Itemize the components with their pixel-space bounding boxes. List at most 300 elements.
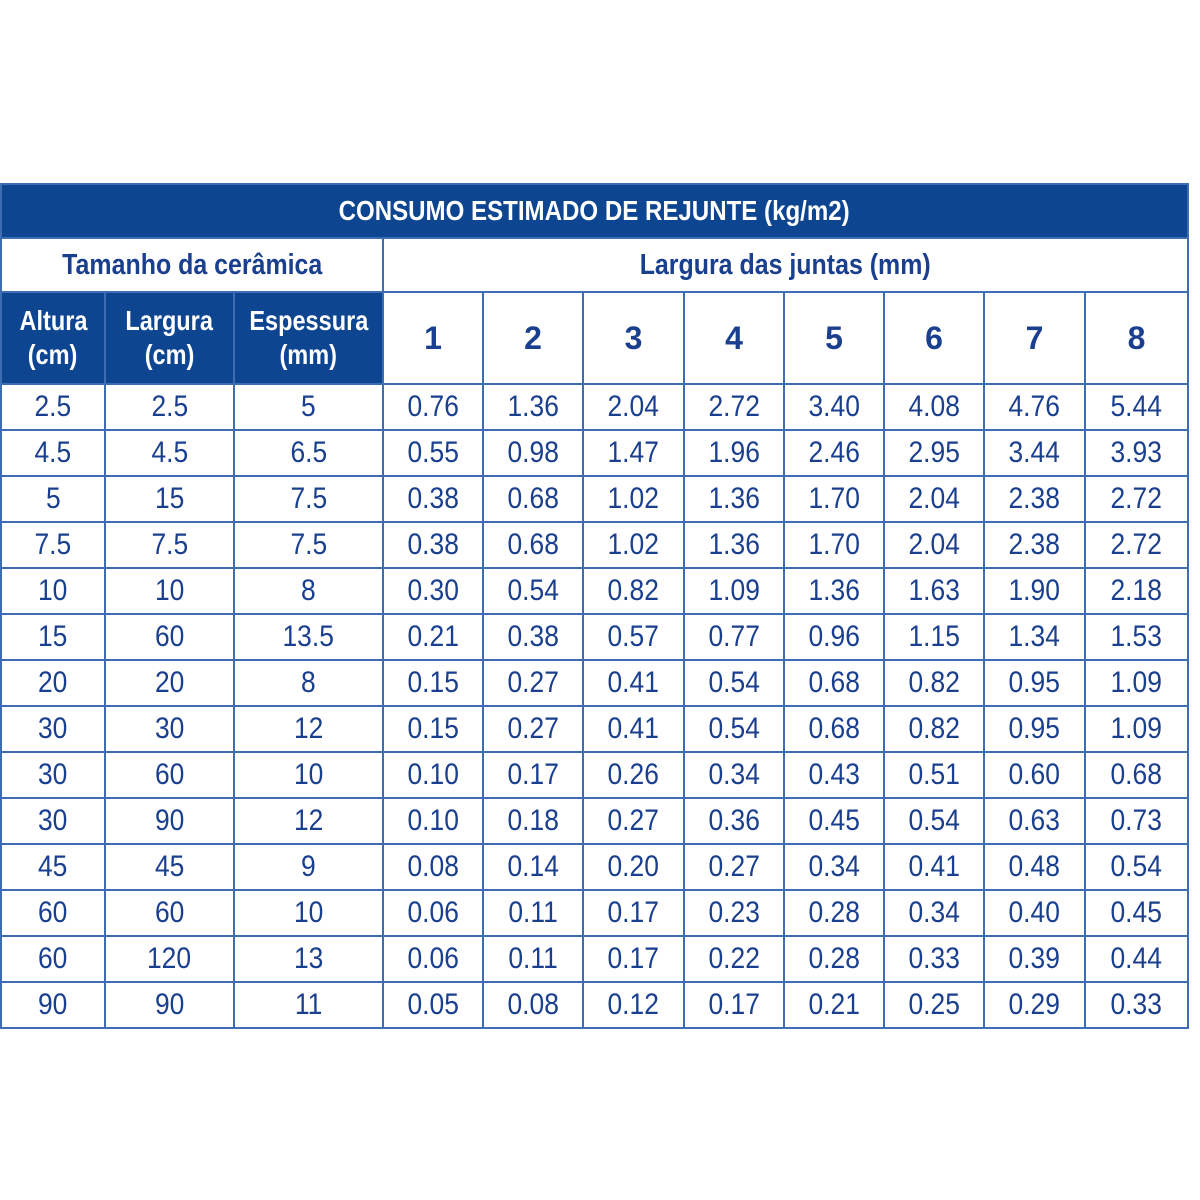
consumption-cell (383, 614, 483, 660)
consumption-value: 0.51 (908, 758, 960, 791)
consumption-value: 1.53 (1110, 620, 1163, 653)
consumption-cell (1085, 844, 1188, 890)
tile-size-group-label: Tamanho da cerâmica (61, 248, 323, 281)
consumption-value: 2.72 (708, 390, 760, 423)
joint-width-column-header: 5 (784, 292, 884, 384)
tile-dimension-value: 30 (38, 804, 68, 837)
consumption-value: 1.90 (1008, 574, 1061, 607)
consumption-value: 0.30 (407, 574, 459, 607)
tile-column-header-line1: Espessura (249, 305, 368, 336)
consumption-value: 0.82 (908, 666, 960, 699)
consumption-value: 0.08 (407, 850, 459, 883)
consumption-value: 0.77 (708, 620, 760, 653)
tile-dimension-value: 90 (154, 804, 185, 837)
consumption-cell (583, 430, 684, 476)
consumption-cell (684, 476, 784, 522)
tile-column-header-line2: (cm) (28, 339, 78, 370)
consumption-cell (784, 798, 884, 844)
consumption-value: 2.38 (1008, 482, 1061, 515)
consumption-value: 1.36 (708, 482, 760, 515)
consumption-value: 0.34 (808, 850, 860, 883)
consumption-value: 0.98 (507, 436, 559, 469)
tile-dimension-value: 90 (154, 988, 185, 1021)
tile-dimension-cell (1, 752, 105, 798)
consumption-cell (483, 798, 583, 844)
consumption-cell (383, 522, 483, 568)
tile-dimension-value: 6.5 (290, 436, 327, 469)
consumption-value: 5.44 (1110, 390, 1163, 423)
table-row (1, 982, 1188, 1028)
table-row (1, 384, 1188, 430)
consumption-value: 2.72 (1110, 528, 1163, 561)
tile-dimension-cell (234, 430, 383, 476)
tile-dimension-cell (105, 706, 234, 752)
tile-dimension-cell (105, 476, 234, 522)
consumption-cell (1085, 568, 1188, 614)
consumption-cell (684, 798, 784, 844)
consumption-cell (583, 614, 684, 660)
consumption-value: 0.54 (908, 804, 960, 837)
consumption-value: 0.54 (708, 666, 760, 699)
tile-dimension-cell (1, 384, 105, 430)
tile-dimension-value: 4.5 (151, 436, 188, 469)
tile-dimension-value: 5 (301, 390, 316, 423)
consumption-cell (583, 982, 684, 1028)
tile-dimension-cell (1, 430, 105, 476)
grout-consumption-table-wrapper (0, 183, 1187, 1029)
tile-dimension-value: 10 (154, 574, 185, 607)
consumption-cell (483, 982, 583, 1028)
consumption-cell (483, 384, 583, 430)
consumption-value: 0.76 (407, 390, 459, 423)
consumption-cell (583, 706, 684, 752)
tile-dimension-value: 60 (38, 896, 68, 929)
tile-column-header-line2: (cm) (144, 339, 195, 370)
consumption-cell (583, 660, 684, 706)
tile-dimension-value: 30 (154, 712, 185, 745)
tile-dimension-value: 60 (154, 620, 185, 653)
consumption-cell (383, 982, 483, 1028)
consumption-cell (383, 660, 483, 706)
table-row (1, 476, 1188, 522)
consumption-value: 0.10 (407, 804, 459, 837)
consumption-value: 0.27 (607, 804, 660, 837)
consumption-value: 0.11 (508, 896, 558, 929)
consumption-value: 0.28 (808, 896, 860, 929)
consumption-cell (483, 706, 583, 752)
consumption-cell (784, 706, 884, 752)
consumption-cell (984, 430, 1085, 476)
consumption-value: 0.68 (808, 666, 860, 699)
table-row (1, 752, 1188, 798)
tile-dimension-cell (1, 844, 105, 890)
consumption-value: 2.72 (1110, 482, 1163, 515)
consumption-cell (784, 752, 884, 798)
tile-dimension-cell (1, 798, 105, 844)
consumption-value: 0.29 (1008, 988, 1061, 1021)
tile-dimension-cell (1, 890, 105, 936)
consumption-cell (1085, 614, 1188, 660)
tile-dimension-value: 2.5 (34, 390, 72, 423)
table-title (1, 184, 1188, 238)
consumption-cell (383, 384, 483, 430)
consumption-value: 0.45 (808, 804, 860, 837)
consumption-cell (583, 476, 684, 522)
consumption-value: 1.36 (507, 390, 559, 423)
consumption-value: 2.46 (808, 436, 860, 469)
tile-dimension-cell (105, 568, 234, 614)
consumption-value: 1.36 (708, 528, 760, 561)
table-row (1, 936, 1188, 982)
tile-dimension-cell (234, 476, 383, 522)
consumption-cell (583, 522, 684, 568)
consumption-cell (1085, 936, 1188, 982)
joint-width-column-header: 7 (984, 292, 1085, 384)
tile-dimension-cell (234, 798, 383, 844)
tile-dimension-cell (1, 982, 105, 1028)
tile-dimension-value: 5 (45, 482, 61, 515)
consumption-cell (483, 614, 583, 660)
tile-dimension-cell (105, 982, 234, 1028)
tile-dimension-value: 13 (293, 942, 324, 975)
consumption-cell (1085, 384, 1188, 430)
table-body (1, 384, 1188, 1028)
consumption-cell (583, 936, 684, 982)
consumption-cell (383, 844, 483, 890)
consumption-value: 0.15 (407, 666, 459, 699)
joint-width-column-header: 3 (583, 292, 684, 384)
consumption-value: 0.60 (1008, 758, 1061, 791)
consumption-cell (684, 844, 784, 890)
consumption-value: 2.04 (607, 390, 660, 423)
consumption-cell (483, 660, 583, 706)
tile-dimension-cell (1, 568, 105, 614)
consumption-cell (984, 568, 1085, 614)
consumption-cell (884, 384, 984, 430)
consumption-value: 1.09 (1110, 666, 1163, 699)
table-row (1, 660, 1188, 706)
consumption-cell (784, 384, 884, 430)
consumption-value: 3.40 (808, 390, 860, 423)
consumption-value: 1.09 (708, 574, 760, 607)
table-row (1, 568, 1188, 614)
consumption-cell (984, 982, 1085, 1028)
consumption-cell (483, 936, 583, 982)
consumption-value: 0.33 (908, 942, 960, 975)
consumption-cell (684, 752, 784, 798)
consumption-cell (1085, 752, 1188, 798)
consumption-value: 0.43 (808, 758, 860, 791)
consumption-value: 4.08 (908, 390, 960, 423)
consumption-value: 0.54 (708, 712, 760, 745)
consumption-value: 0.38 (407, 482, 459, 515)
consumption-value: 0.82 (607, 574, 660, 607)
consumption-cell (1085, 476, 1188, 522)
consumption-cell (884, 798, 984, 844)
consumption-cell (1085, 660, 1188, 706)
joint-width-group-header (383, 238, 1188, 292)
consumption-cell (583, 844, 684, 890)
tile-dimension-value: 13.5 (282, 620, 335, 653)
consumption-cell (684, 890, 784, 936)
table-row (1, 798, 1188, 844)
tile-dimension-cell (1, 476, 105, 522)
consumption-value: 0.40 (1008, 896, 1061, 929)
tile-dimension-cell (234, 522, 383, 568)
consumption-cell (884, 430, 984, 476)
tile-dimension-cell (234, 706, 383, 752)
consumption-cell (784, 522, 884, 568)
table-row (1, 890, 1188, 936)
consumption-cell (884, 752, 984, 798)
joint-width-group-label: Largura das juntas (mm) (640, 248, 932, 281)
consumption-cell (1085, 522, 1188, 568)
consumption-value: 1.96 (708, 436, 760, 469)
consumption-value: 0.57 (607, 620, 660, 653)
consumption-value: 0.21 (808, 988, 860, 1021)
tile-dimension-cell (234, 660, 383, 706)
consumption-cell (884, 706, 984, 752)
consumption-cell (684, 706, 784, 752)
consumption-cell (784, 568, 884, 614)
consumption-cell (884, 614, 984, 660)
consumption-cell (684, 614, 784, 660)
consumption-cell (684, 522, 784, 568)
consumption-cell (383, 476, 483, 522)
consumption-value: 1.70 (808, 482, 860, 515)
consumption-cell (684, 430, 784, 476)
consumption-cell (383, 430, 483, 476)
tile-dimension-value: 12 (293, 804, 324, 837)
tile-dimension-cell (105, 614, 234, 660)
consumption-cell (1085, 706, 1188, 752)
consumption-value: 0.21 (407, 620, 459, 653)
consumption-value: 0.73 (1110, 804, 1163, 837)
consumption-value: 0.41 (908, 850, 960, 883)
consumption-value: 0.68 (507, 482, 559, 515)
tile-dimension-value: 8 (301, 666, 316, 699)
consumption-cell (984, 890, 1085, 936)
consumption-value: 0.06 (407, 942, 459, 975)
joint-width-column-header: 1 (383, 292, 483, 384)
consumption-cell (884, 568, 984, 614)
consumption-cell (884, 844, 984, 890)
grout-consumption-table (0, 183, 1189, 1029)
tile-dimension-value: 2.5 (151, 390, 188, 423)
consumption-cell (984, 522, 1085, 568)
consumption-value: 0.27 (708, 850, 760, 883)
consumption-cell (984, 706, 1085, 752)
tile-dimension-value: 60 (38, 942, 68, 975)
consumption-value: 1.70 (808, 528, 860, 561)
tile-dimension-value: 45 (38, 850, 68, 883)
consumption-value: 0.17 (708, 988, 760, 1021)
tile-column-header-line2: (mm) (279, 339, 338, 370)
consumption-cell (483, 844, 583, 890)
consumption-value: 0.54 (1110, 850, 1163, 883)
tile-dimension-cell (105, 798, 234, 844)
consumption-cell (684, 982, 784, 1028)
consumption-cell (984, 660, 1085, 706)
consumption-value: 0.14 (507, 850, 559, 883)
tile-dimension-value: 15 (154, 482, 185, 515)
tile-dimension-cell (105, 522, 234, 568)
tile-dimension-value: 10 (38, 574, 68, 607)
joint-width-column-header: 4 (684, 292, 784, 384)
consumption-value: 0.25 (908, 988, 960, 1021)
consumption-cell (383, 798, 483, 844)
consumption-value: 3.93 (1110, 436, 1163, 469)
consumption-value: 0.95 (1008, 712, 1061, 745)
tile-dimension-cell (1, 706, 105, 752)
consumption-cell (383, 890, 483, 936)
consumption-value: 0.48 (1008, 850, 1061, 883)
tile-dimension-value: 45 (154, 850, 185, 883)
tile-dimension-cell (1, 522, 105, 568)
consumption-cell (483, 522, 583, 568)
consumption-cell (583, 384, 684, 430)
table-row (1, 706, 1188, 752)
tile-dimension-value: 9 (301, 850, 316, 883)
consumption-cell (583, 752, 684, 798)
consumption-value: 0.68 (808, 712, 860, 745)
consumption-value: 0.27 (507, 712, 559, 745)
table-title-text: CONSUMO ESTIMADO DE REJUNTE (kg/m2) (338, 195, 851, 226)
tile-dimension-cell (234, 982, 383, 1028)
consumption-value: 0.26 (607, 758, 660, 791)
consumption-cell (884, 476, 984, 522)
tile-dimension-value: 7.5 (34, 528, 72, 561)
consumption-cell (784, 476, 884, 522)
consumption-value: 0.33 (1110, 988, 1163, 1021)
consumption-cell (483, 568, 583, 614)
tile-dimension-value: 12 (293, 712, 324, 745)
consumption-cell (583, 890, 684, 936)
consumption-value: 0.23 (708, 896, 760, 929)
tile-dimension-cell (105, 384, 234, 430)
tile-dimension-value: 4.5 (34, 436, 72, 469)
consumption-cell (784, 890, 884, 936)
tile-dimension-cell (105, 660, 234, 706)
consumption-value: 0.06 (407, 896, 459, 929)
consumption-value: 1.36 (808, 574, 860, 607)
consumption-cell (684, 568, 784, 614)
consumption-value: 3.44 (1008, 436, 1061, 469)
consumption-value: 0.45 (1110, 896, 1163, 929)
consumption-value: 1.34 (1008, 620, 1061, 653)
consumption-value: 0.27 (507, 666, 559, 699)
consumption-value: 0.55 (407, 436, 459, 469)
consumption-value: 0.22 (708, 942, 760, 975)
consumption-value: 2.04 (908, 528, 960, 561)
consumption-cell (483, 476, 583, 522)
tile-dimension-value: 20 (38, 666, 68, 699)
consumption-value: 0.05 (407, 988, 459, 1021)
group-header-row (1, 238, 1188, 292)
tile-dimension-value: 120 (147, 942, 192, 975)
consumption-cell (884, 936, 984, 982)
consumption-value: 0.17 (507, 758, 559, 791)
consumption-cell (684, 936, 784, 982)
tile-dimension-cell (1, 614, 105, 660)
tile-dimension-cell (105, 752, 234, 798)
consumption-cell (884, 522, 984, 568)
consumption-cell (1085, 982, 1188, 1028)
consumption-cell (784, 660, 884, 706)
tile-dimension-cell (234, 568, 383, 614)
tile-column-header (105, 292, 234, 384)
consumption-value: 0.54 (507, 574, 559, 607)
consumption-cell (383, 706, 483, 752)
consumption-cell (383, 752, 483, 798)
tile-dimension-cell (234, 890, 383, 936)
consumption-value: 0.18 (507, 804, 559, 837)
tile-column-header-line1: Largura (125, 305, 214, 336)
consumption-cell (483, 430, 583, 476)
consumption-cell (684, 660, 784, 706)
tile-column-header-line1: Altura (19, 305, 87, 336)
tile-dimension-value: 7.5 (290, 482, 327, 515)
consumption-value: 0.95 (1008, 666, 1061, 699)
consumption-cell (984, 798, 1085, 844)
consumption-value: 0.41 (607, 666, 660, 699)
tile-dimension-cell (105, 430, 234, 476)
consumption-cell (684, 384, 784, 430)
consumption-cell (383, 568, 483, 614)
consumption-cell (984, 614, 1085, 660)
consumption-value: 0.82 (908, 712, 960, 745)
tile-dimension-value: 20 (154, 666, 185, 699)
tile-dimension-cell (234, 614, 383, 660)
consumption-value: 0.63 (1008, 804, 1061, 837)
tile-dimension-cell (105, 844, 234, 890)
consumption-value: 2.04 (908, 482, 960, 515)
consumption-cell (984, 844, 1085, 890)
consumption-cell (483, 890, 583, 936)
tile-dimension-value: 7.5 (151, 528, 188, 561)
table-row (1, 844, 1188, 890)
consumption-cell (784, 430, 884, 476)
tile-dimension-cell (1, 660, 105, 706)
consumption-value: 1.15 (908, 620, 960, 653)
consumption-cell (1085, 890, 1188, 936)
consumption-value: 0.11 (508, 942, 558, 975)
table-row (1, 614, 1188, 660)
consumption-value: 0.34 (908, 896, 960, 929)
consumption-value: 2.38 (1008, 528, 1061, 561)
consumption-cell (383, 936, 483, 982)
consumption-value: 0.38 (407, 528, 459, 561)
consumption-value: 0.39 (1008, 942, 1061, 975)
consumption-value: 0.20 (607, 850, 660, 883)
tile-column-header (234, 292, 383, 384)
consumption-cell (483, 752, 583, 798)
consumption-value: 0.68 (507, 528, 559, 561)
table-row (1, 522, 1188, 568)
consumption-value: 0.36 (708, 804, 760, 837)
consumption-value: 0.28 (808, 942, 860, 975)
tile-dimension-value: 10 (293, 758, 324, 791)
tile-dimension-value: 30 (38, 758, 68, 791)
tile-size-group-header (1, 238, 383, 292)
tile-dimension-value: 11 (294, 988, 323, 1021)
consumption-cell (784, 614, 884, 660)
consumption-cell (784, 982, 884, 1028)
tile-dimension-cell (234, 844, 383, 890)
tile-dimension-value: 30 (38, 712, 68, 745)
consumption-value: 0.10 (407, 758, 459, 791)
consumption-value: 4.76 (1008, 390, 1061, 423)
